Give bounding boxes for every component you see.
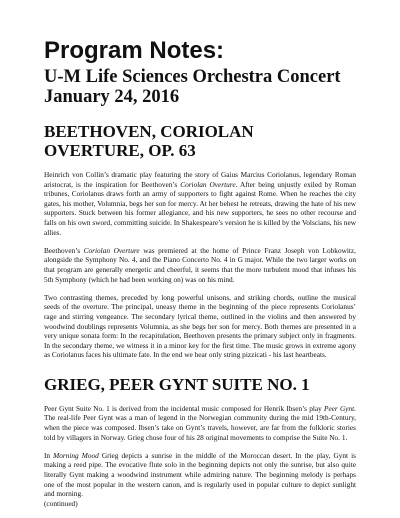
- paragraph: In Morning Mood Grieg depicts a sunrise in the middle of the Moroccan desert. In the play, Gynt is making a reed pipe. The evocative flute solo in the beginning depicts not only the sunrise, but also quite literally Gynt making a woodwind instrument while admiring nature. The beginning melody is perhaps one of the most popular in the western canon, and is regularly used in popular culture to depict sunlight and morning.: [44, 450, 356, 499]
- continued-note: (continued): [44, 499, 78, 509]
- paragraph: Peer Gynt Suite No. 1 is derived from the incidental music composed for Henrik Ibsen’s play Peer Gynt. The real-life Peer Gynt was a man of legend in the Norwegian community during the mid 19th-Century, when the piece was composed. Ibsen’s take on Gynt’s travels, however, are far from the folkloric stories told by villagers in Norway. Grieg chose four of his 28 original movements to comprise the Suite No. 1.: [44, 403, 356, 442]
- paragraph: Heinrich von Collin’s dramatic play featuring the story of Gaius Marcius Coriolanus, legendary Roman aristocrat, is the inspiration for Beethoven’s Coriolan Overture. After being unjustly exiled by Roman tribunes, Coriolanus draws forth an army of supporters to fight against Rome. When he reaches the city gates, his mother, Volumnia, begs her son for mercy. At her behest he retreats, drawing the hate of his new supporters. Stuck between his former allegiance, and his new supporters, he sees no other recourse and falls on his own sword, committing suicide. In Shakespeare’s version he is killed by the Volscians, his new allies.: [44, 170, 356, 237]
- paragraph: Beethoven’s Coriolan Overture was premiered at the home of Prince Franz Joseph von Lobkowitz, alongside the Symphony No. 4, and the Piano Concerto No. 4 in G major. While the two larger works on that program are generally energetic and cheerful, it seems that the more turbulent mood that infuses his 5th Symphony (which he had been working on) was on his mind.: [44, 245, 356, 284]
- section-heading-grieg: GRIEG, PEER GYNT SUITE NO. 1: [44, 374, 310, 394]
- paragraph: Two contrasting themes, preceded by long powerful unisons, and striking chords, outline the musical seeds of the overture. The principal, uneasy theme in the beginning of the piece represents Coriolanus’ rage and stirring vengeance. The secondary lyrical theme, outlined in the violins and then answered by woodwind doublings represents Volumnia, as she begs her son for mercy. Both themes are presented in a very unique sonata form: In the recapitulation, Beethoven presents the primary subject only in fragments. In the secondary theme, we witness it in a minor key for the first time. The music grows in extreme agony as Coriolanus faces his ultimate fate. In the end we hear only string pizzicati - his last heartbeats.: [44, 292, 356, 360]
- section-heading-beethoven: BEETHOVEN, CORIOLAN OVERTURE, OP. 63: [44, 122, 254, 160]
- concert-subtitle: U-M Life Sciences Orchestra Concert: [44, 67, 341, 87]
- concert-date: January 24, 2016: [44, 87, 180, 107]
- page-title: Program Notes:: [44, 37, 225, 64]
